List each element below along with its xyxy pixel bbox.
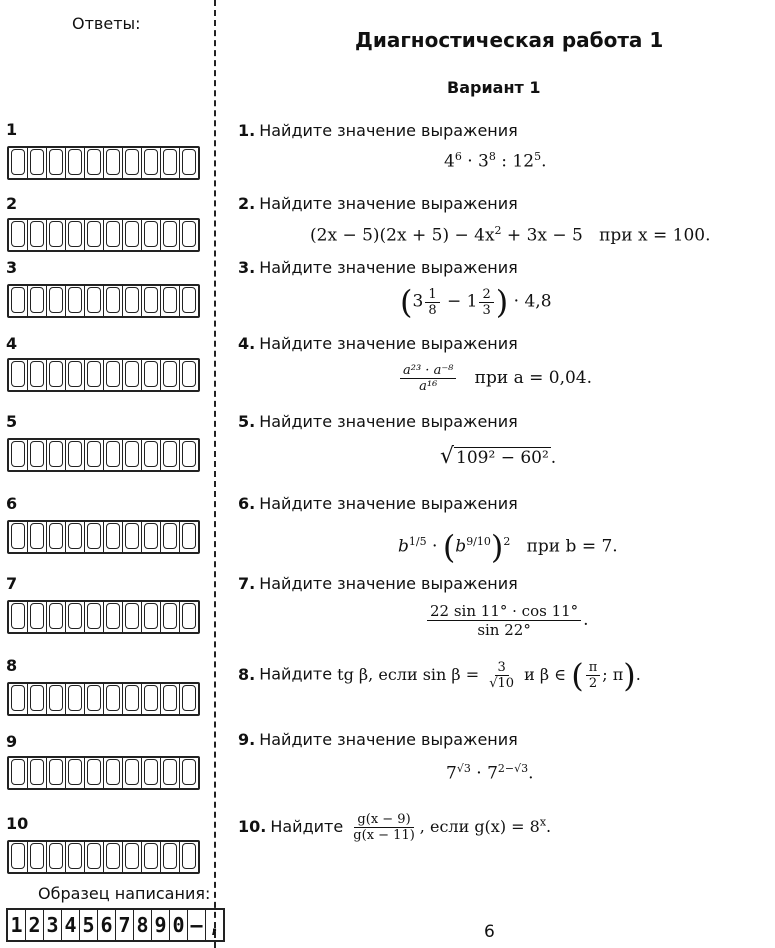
task-3: 3. Найдите значение выражения <box>238 258 518 277</box>
task-1: 1. Найдите значение выражения <box>238 121 518 140</box>
answer-box-5[interactable] <box>7 438 200 472</box>
sample-char: 0 <box>169 910 187 940</box>
sample-char: 6 <box>97 910 115 940</box>
sample-char: 4 <box>61 910 79 940</box>
formula-9: $7^{√3} \cdot 7^{2-√3}$. <box>446 762 534 784</box>
answer-number-2: 2 <box>6 194 18 213</box>
variant-label: Вариант 1 <box>447 78 541 97</box>
sample-char: 7 <box>115 910 133 940</box>
formula-2: $(2x - 5)(2x + 5) - 4x^2 + 3x - 5$ при x = 100. <box>310 224 711 246</box>
answer-box-1[interactable] <box>7 146 200 180</box>
page-title: Диагностическая работа 1 <box>355 28 664 52</box>
task-2: 2. Найдите значение выражения <box>238 194 518 213</box>
answer-box-3[interactable] <box>7 284 200 318</box>
formula-3: (3 $\frac{1}{8}$ − 1 $\frac{2}{3}$ ) · 4,8 <box>400 283 552 321</box>
answer-box-8[interactable] <box>7 682 200 716</box>
sample-char: 3 <box>43 910 61 940</box>
answer-number-1: 1 <box>6 120 18 139</box>
sample-label: Образец написания: <box>38 884 211 903</box>
answers-title: Ответы: <box>72 14 141 33</box>
sample-char: 9 <box>151 910 169 940</box>
answer-number-7: 7 <box>6 574 18 593</box>
sample-char: 8 <box>133 910 151 940</box>
answer-box-6[interactable] <box>7 520 200 554</box>
answer-box-2[interactable] <box>7 218 200 252</box>
cut-line-divider <box>214 0 216 948</box>
task-10: 10. Найдите $\frac{g(x - 9)}{g(x - 11)}$ , если $g(x) = 8^x$. <box>238 812 552 843</box>
task-6: 6. Найдите значение выражения <box>238 494 518 513</box>
answer-number-5: 5 <box>6 412 18 431</box>
answer-number-8: 8 <box>6 656 18 675</box>
answer-number-9: 9 <box>6 732 18 751</box>
task-8: 8. Найдите tg β, если sin β = $\frac{3}{√10}$ и β ∈ ( $\frac{\pi}{2}$ ; π). <box>238 656 641 694</box>
formula-6: $b^{1/5} \cdot (b^{9/10})^2$ при b = 7. <box>398 528 618 566</box>
sample-char: , <box>205 910 223 940</box>
task-4: 4. Найдите значение выражения <box>238 334 518 353</box>
page-number: 6 <box>484 922 495 942</box>
task-9: 9. Найдите значение выражения <box>238 730 518 749</box>
formula-7: $\frac{22 \sin 11^\circ \cdot \cos 11^\circ}{\sin 22^\circ}$ . <box>425 602 589 639</box>
task-7: 7. Найдите значение выражения <box>238 574 518 593</box>
answer-number-10: 10 <box>6 814 29 833</box>
sample-char: 1 <box>10 913 23 937</box>
answer-box-9[interactable] <box>7 756 200 790</box>
sample-writing <box>6 908 225 942</box>
answer-number-3: 3 <box>6 258 18 277</box>
answer-box-10[interactable] <box>7 840 200 874</box>
sample-char: 5 <box>79 910 97 940</box>
answer-number-4: 4 <box>6 334 18 353</box>
formula-4: $\frac{\text{a²³ · a⁻⁸}}{\text{a¹⁶}}$ при a = 0,04. <box>398 363 592 394</box>
sample-char: – <box>187 910 205 940</box>
answer-box-4[interactable] <box>7 358 200 392</box>
task-5: 5. Найдите значение выражения <box>238 412 518 431</box>
answer-number-6: 6 <box>6 494 18 513</box>
sample-char: 2 <box>25 910 43 940</box>
answer-box-7[interactable] <box>7 600 200 634</box>
formula-1: $4^6 \cdot 3^8$ : $12^5$. <box>444 150 547 172</box>
formula-5: √ 109² − 60² . <box>440 444 557 469</box>
